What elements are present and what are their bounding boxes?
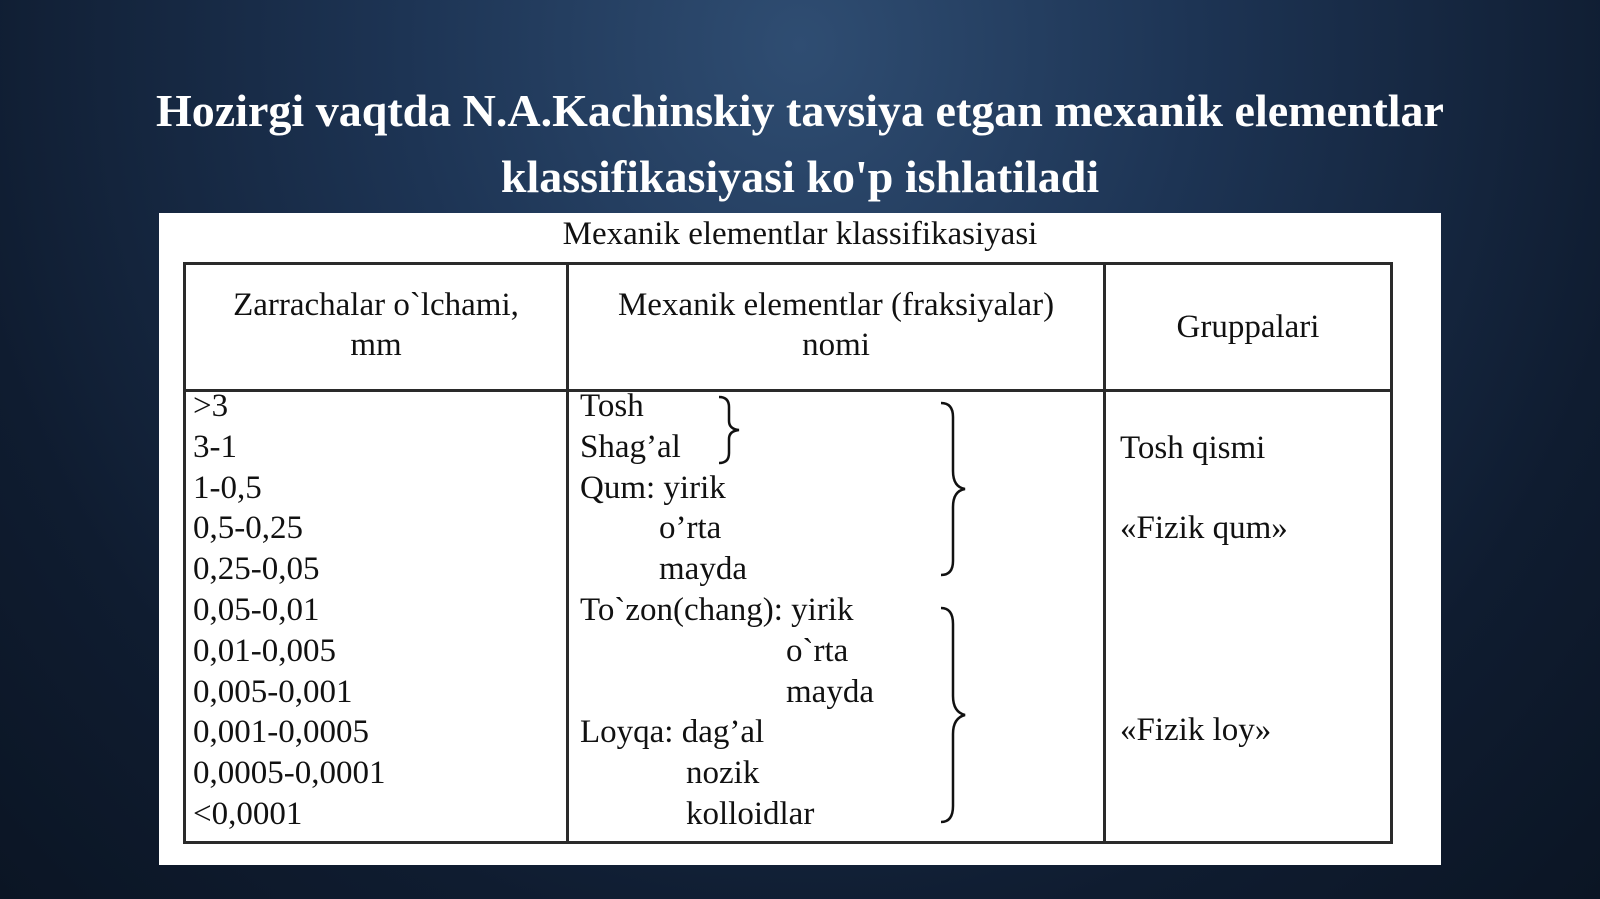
header-fraction-name-line-2: nomi: [802, 327, 870, 363]
size-cell: 0,0005-0,0001: [193, 755, 386, 792]
size-cell: 0,005-0,001: [193, 673, 353, 710]
header-fraction-name-line-1: Mexanik elementlar (fraksiyalar): [617, 287, 1055, 323]
group-stone: Tosh qismi: [1120, 430, 1266, 466]
slide-title-line-2: klassifikasiyasi ko'p ishlatiladi: [500, 151, 1100, 202]
fraction-name-cell: Tosh: [580, 388, 644, 424]
particle-size-column: [193, 386, 386, 835]
fraction-name-cell: Qum: yirik: [580, 469, 726, 506]
table-border-top: [183, 262, 1393, 265]
size-cell: 0,5-0,25: [193, 510, 303, 547]
fraction-name-cell: To`zon(chang): yirik: [580, 591, 854, 628]
fraction-name-cell: Loyqa: dag’al: [580, 714, 765, 751]
fraction-name-cell: Shag’al: [580, 428, 681, 465]
table-border-right: [1390, 262, 1393, 844]
header-groups: Gruppalari: [1176, 309, 1320, 345]
table-column-divider-2: [1103, 262, 1106, 844]
slide-title: [40, 78, 1560, 210]
brace-stone-icon: [715, 391, 745, 469]
size-cell: >3: [193, 388, 229, 424]
size-cell: 0,05-0,01: [193, 591, 320, 628]
table-border-bottom: [183, 841, 1393, 844]
header-particle-size-line-1: Zarrachalar o`lchami,: [233, 287, 519, 323]
fraction-name-cell: mayda: [786, 673, 874, 710]
header-particle-size: [186, 285, 566, 365]
size-cell: <0,0001: [193, 795, 303, 832]
size-cell: 1-0,5: [193, 469, 262, 506]
group-physical-sand: «Fizik qum»: [1120, 510, 1288, 546]
size-cell: 3-1: [193, 428, 237, 465]
header-fraction-name: [569, 285, 1103, 365]
group-physical-clay: «Fizik loy»: [1120, 712, 1272, 748]
fraction-name-cell: o`rta: [786, 632, 849, 669]
fraction-name-cell: o’rta: [659, 510, 722, 547]
table-caption: Mexanik elementlar klassifikasiyasi: [562, 216, 1038, 252]
size-cell: 0,001-0,0005: [193, 714, 369, 751]
slide-title-line-1: Hozirgi vaqtda N.A.Kachinskiy tavsiya etgan mexanik elementlar: [156, 85, 1444, 136]
size-cell: 0,01-0,005: [193, 632, 336, 669]
brace-physical-sand-icon: [937, 399, 971, 579]
brace-physical-clay-icon: [937, 604, 971, 826]
header-particle-size-line-2: mm: [350, 327, 402, 363]
size-cell: 0,25-0,05: [193, 551, 320, 588]
fraction-name-cell: nozik: [686, 755, 760, 792]
fraction-name-cell: mayda: [659, 551, 747, 588]
classification-table-panel: [159, 213, 1441, 865]
fraction-name-cell: kolloidlar: [686, 795, 815, 832]
